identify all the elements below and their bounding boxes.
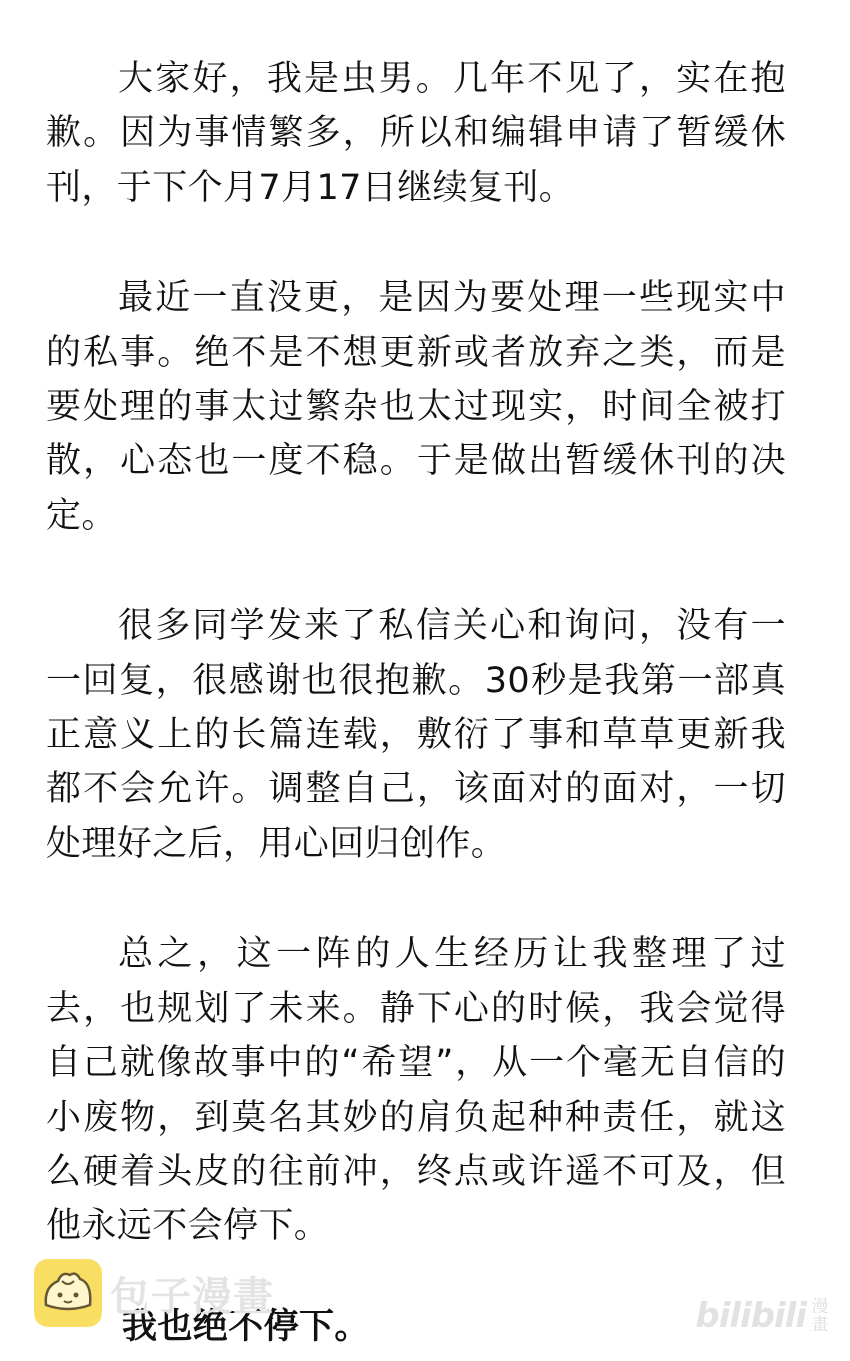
paragraph-reflection: 总之，这一阵的人生经历让我整理了过去，也规划了未来。静下心的时候，我会觉得自己就像故事中的“希望”，从一个毫无自信的小废物，到莫名其妙的肩负起种种责任，就这么硬着头皮的往前冲，终点或许遥不可及，但他永远不会停下。 bbox=[46, 934, 786, 1247]
bilibili-watermark bbox=[695, 1296, 830, 1336]
article-body bbox=[46, 52, 786, 1354]
paragraph-greeting: 大家好，我是虫男。几年不见了，实在抱歉。因为事情繁多，所以和编辑申请了暂缓休刊，于下个月7月17日继续复刊。 bbox=[46, 59, 786, 208]
bilibili-watermark-text: bilibili bbox=[695, 1296, 806, 1336]
baozi-watermark bbox=[34, 1258, 274, 1328]
paragraph-reason: 最近一直没更，是因为要处理一些现实中的私事。绝不是不想更新或者放弃之类，而是要处理的事太过繁杂也太过现实，时间全被打散，心态也一度不稳。于是做出暂缓休刊的决定。 bbox=[46, 278, 786, 536]
baozi-watermark-text: 包子漫畫 bbox=[110, 1273, 274, 1320]
steamed-bun-icon bbox=[34, 1259, 102, 1327]
closing-statement: 我也绝不停下。 bbox=[122, 1306, 370, 1347]
bilibili-watermark-sub: 漫畫 bbox=[811, 1297, 829, 1335]
paragraph-thanks: 很多同学发来了私信关心和询问，没有一一回复，很感谢也很抱歉。30秒是我第一部真正意义上的长篇连载，敷衍了事和草草更新我都不会允许。调整自己，该面对的面对，一切处理好之后，用心回归创作。 bbox=[46, 606, 786, 864]
